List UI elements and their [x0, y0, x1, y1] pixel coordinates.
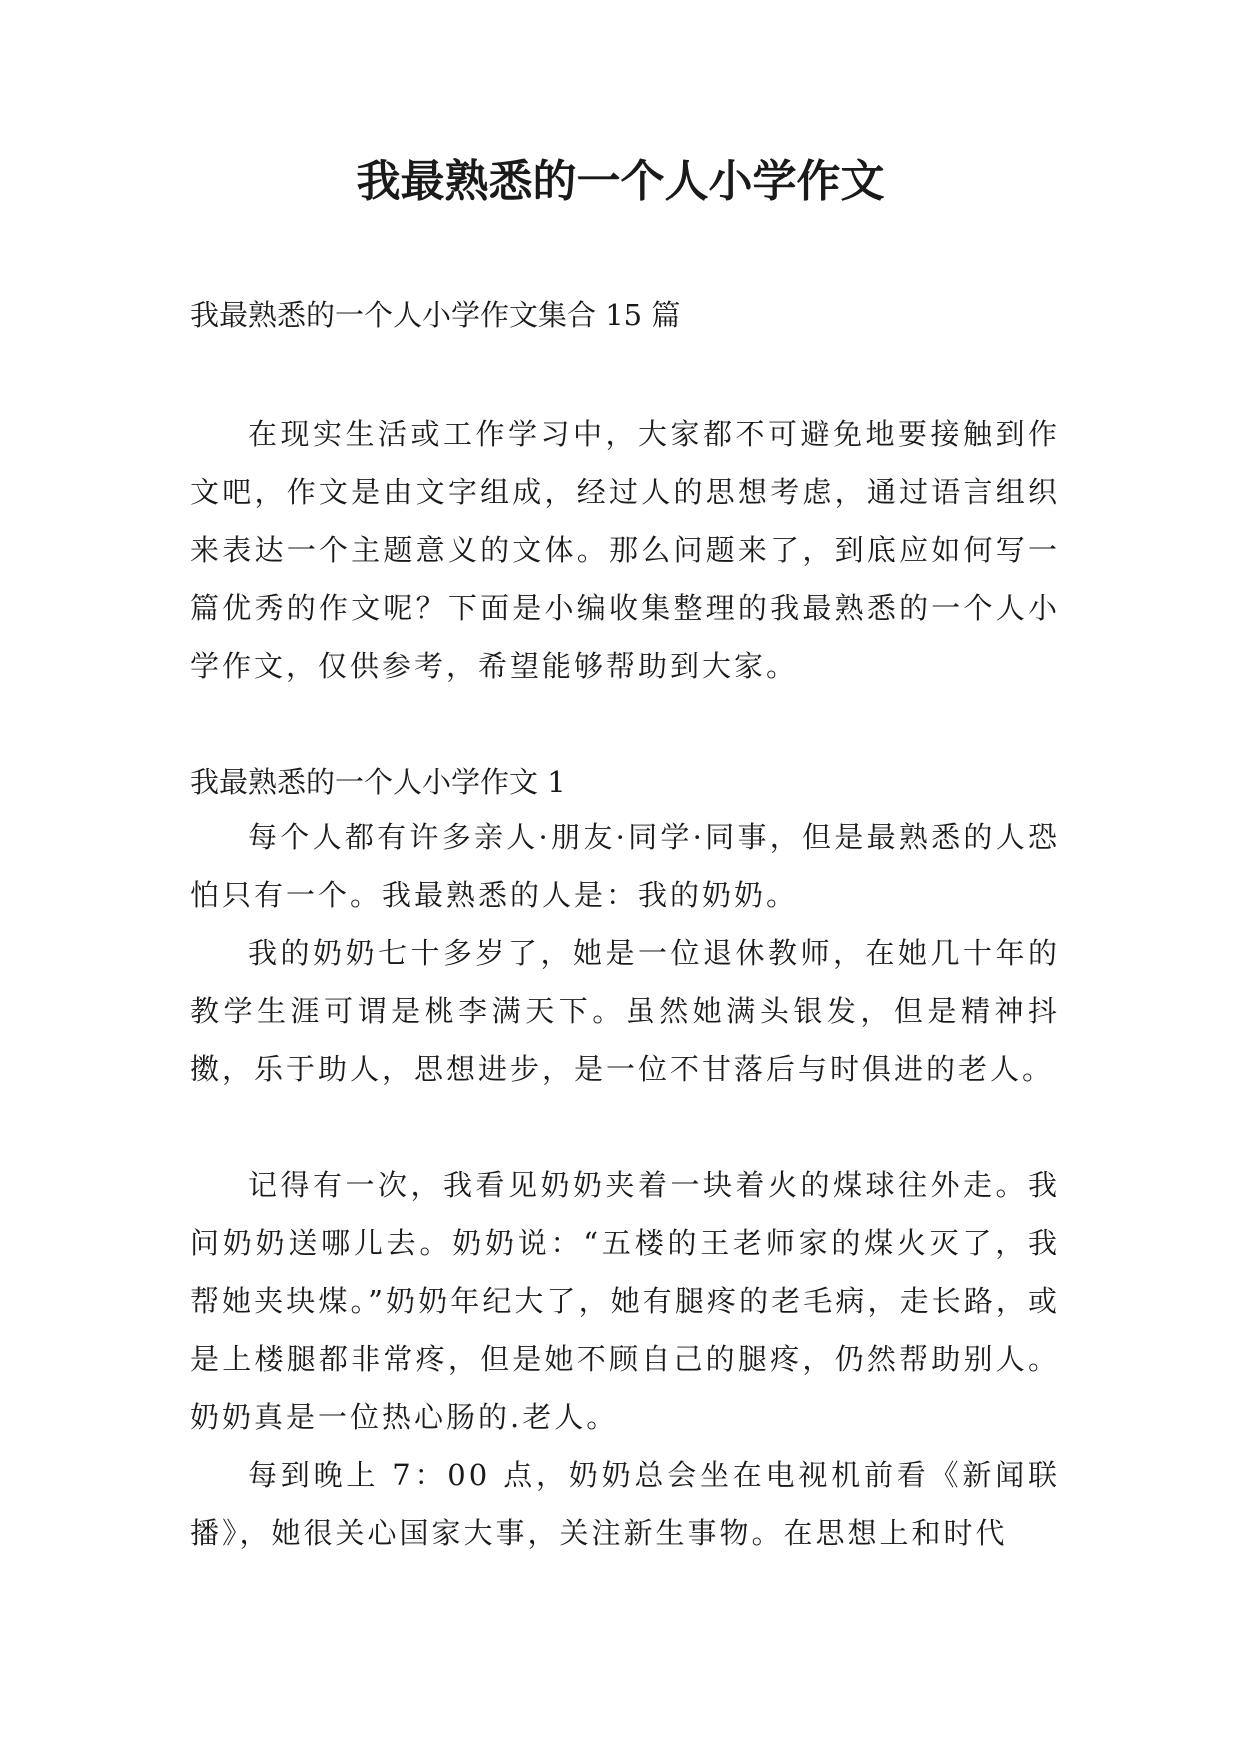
intro-paragraph: 在现实生活或工作学习中，大家都不可避免地要接触到作文吧，作文是由文字组成，经过人的思想考虑，通过语言组织来表达一个主题意义的文体。那么问题来了，到底应如何写一篇优秀的作文呢？下面是小编收集整理的我最熟悉的一个人小学作文，仅供参考，希望能够帮助到大家。	[190, 417, 1060, 683]
essay-paragraph: 每到晚上 7：00 点，奶奶总会坐在电视机前看《新闻联播》，她很关心国家大事，关注新生事物。在思想上和时代	[190, 1458, 1060, 1550]
document-title: 我最熟悉的一个人小学作文	[356, 156, 885, 207]
essay-paragraph: 记得有一次，我看见奶奶夹着一块着火的煤球往外走。我问奶奶送哪儿去。奶奶说：“五楼的王老师家的煤火灭了，我帮她夹块煤。”奶奶年纪大了，她有腿疼的老毛病，走长路，或是上楼腿都非常疼，但是她不顾自己的腿疼，仍然帮助别人。奶奶真是一位热心肠的.老人。	[190, 1168, 1060, 1434]
essay-paragraph: 我的奶奶七十多岁了，她是一位退休教师，在她几十年的教学生涯可谓是桃李满天下。虽然她满头银发，但是精神抖擞，乐于助人，思想进步，是一位不甘落后与时俱进的老人。	[190, 936, 1060, 1086]
document-subtitle: 我最熟悉的一个人小学作文集合 15 篇	[190, 298, 681, 332]
essay-heading: 我最熟悉的一个人小学作文 1	[190, 765, 566, 799]
essay-paragraph: 每个人都有许多亲人·朋友·同学·同事，但是最熟悉的人恐怕只有一个。我最熟悉的人是：我的奶奶。	[190, 820, 1060, 912]
